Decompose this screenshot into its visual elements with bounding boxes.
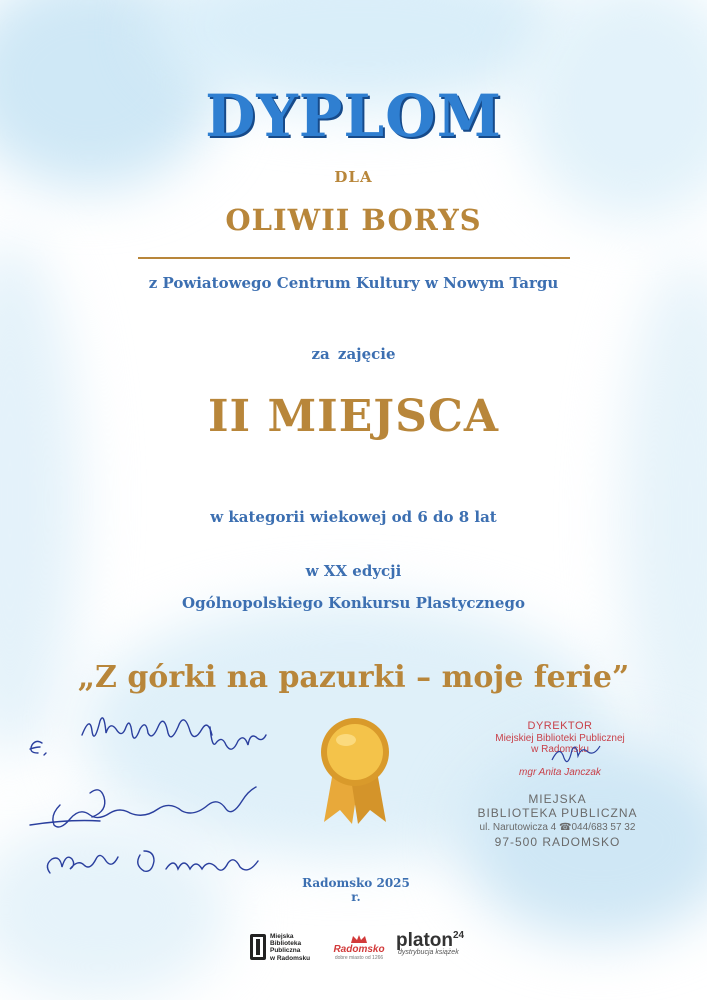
diploma-title: DYPLOM xyxy=(205,82,502,150)
award-place: II MIEJSCA xyxy=(207,391,500,442)
director-stamp-title: DYREKTOR xyxy=(527,720,593,732)
age-category: w kategorii wiekowej od 6 do 8 lat xyxy=(210,508,497,526)
library-stamp-line1: MIEJSKA xyxy=(528,792,587,806)
radomsko-tagline: dobre miasto od 1266 xyxy=(334,955,384,961)
gold-medal-icon xyxy=(310,710,400,830)
radomsko-wordmark: Radomsko xyxy=(333,944,385,955)
library-stamp xyxy=(470,792,645,849)
platon-tagline: dystrybucja książek xyxy=(398,949,459,956)
place-date: Radomsko 2025 r. xyxy=(302,876,410,904)
library-stamp-postcode: 97-500 RADOMSKO xyxy=(494,835,621,849)
radomsko-logo xyxy=(328,932,390,966)
award-intro: za zajęcie xyxy=(311,345,396,363)
recipient-name: OLIWII BORYS xyxy=(225,203,482,237)
jury-signatures xyxy=(20,695,300,895)
name-underline xyxy=(138,257,570,259)
contest-name: Ogólnopolskiego Konkursu Plastycznego xyxy=(182,594,525,612)
director-signature xyxy=(548,740,608,770)
library-stamp-address: ul. Narutowicza 4 ☎044/683 57 32 xyxy=(479,822,636,833)
dla-label: DLA xyxy=(334,168,373,186)
library-logo-line: w Radomsku xyxy=(270,954,311,962)
sponsor-logos xyxy=(250,930,510,970)
director-stamp-city: w Radomsku xyxy=(531,744,589,755)
radomsko-crown-icon xyxy=(349,934,369,944)
library-stamp-line2: BIBLIOTEKA PUBLICZNA xyxy=(477,806,638,820)
platon-logo xyxy=(396,930,506,966)
library-logo-line: Biblioteka xyxy=(270,940,302,948)
contest-edition: w XX edycji xyxy=(305,562,402,580)
library-logo xyxy=(250,930,320,966)
platon-wordmark: platon xyxy=(396,930,453,951)
library-logo-line: Miejska xyxy=(270,933,294,940)
recipient-organization: z Powiatowego Centrum Kultury w Nowym Targu xyxy=(148,274,559,292)
contest-theme: „Z górki na pazurki – moje ferie” xyxy=(77,660,630,695)
library-book-icon xyxy=(250,934,266,960)
director-stamp-person: mgr Anita Janczak xyxy=(519,767,601,778)
library-logo-line: Publiczna xyxy=(270,947,301,955)
director-stamp-institution: Miejskiej Biblioteki Publicznej xyxy=(495,733,625,744)
platon-number: 24 xyxy=(453,930,465,941)
